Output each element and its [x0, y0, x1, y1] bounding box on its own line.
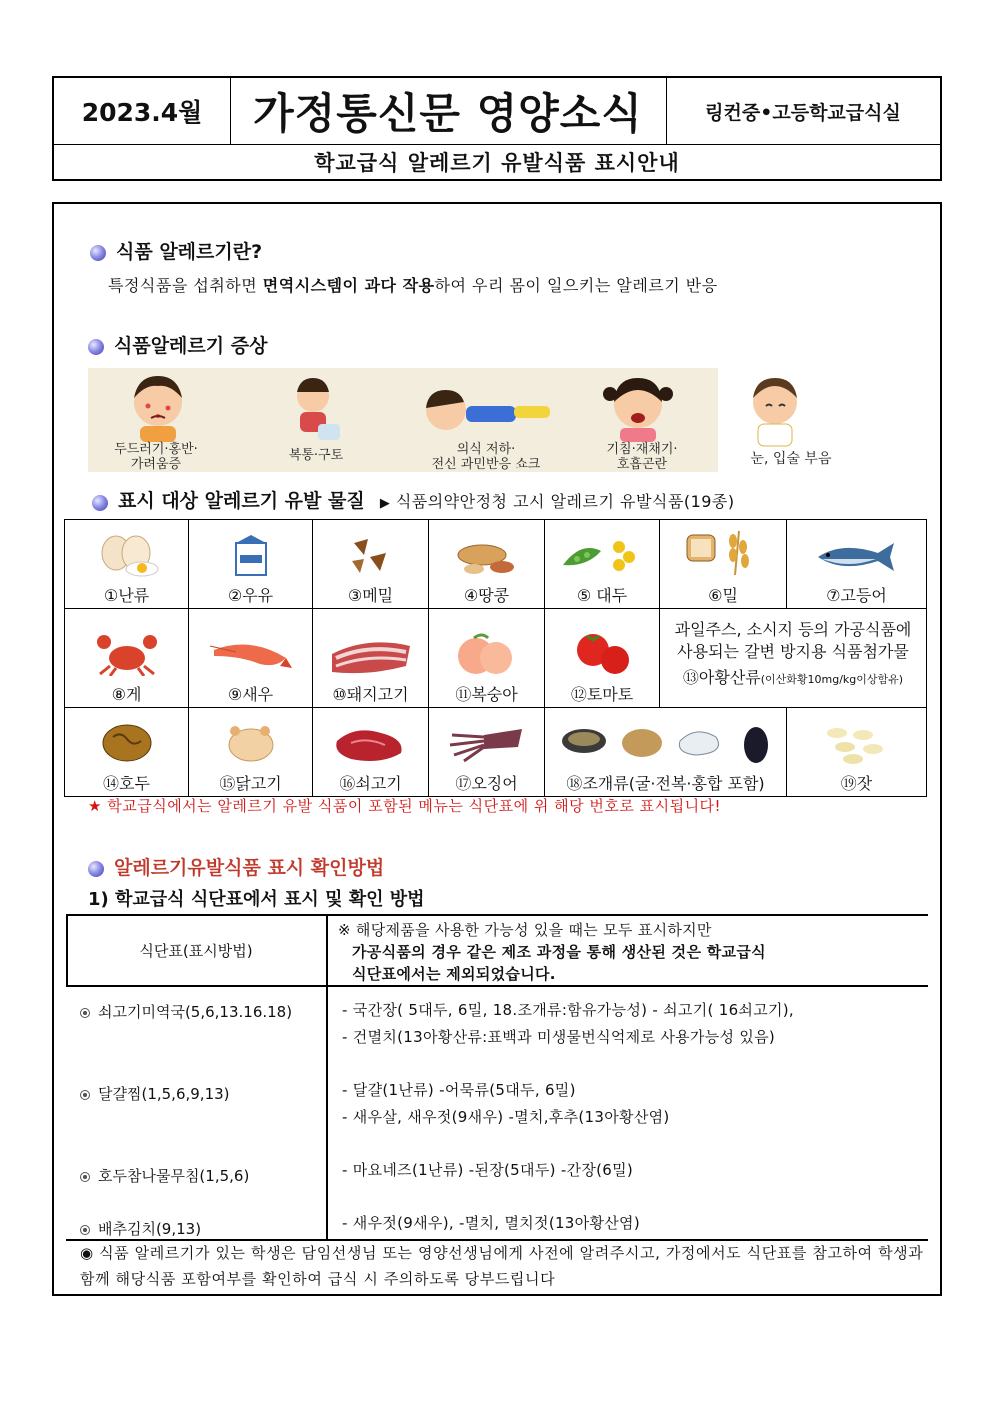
menu-item-name: 쇠고기미역국(5,6,13.16.18) — [98, 1003, 293, 1021]
section-allergy-definition — [90, 237, 262, 264]
star-icon: ★ — [88, 797, 102, 815]
allergen-cell — [787, 520, 927, 609]
allergen-cell — [189, 520, 313, 609]
menu-item — [80, 1165, 249, 1186]
divider — [66, 914, 928, 916]
allergen-cell — [429, 520, 545, 609]
issue-date: 2023.4월 — [54, 78, 231, 144]
bullet-icon — [80, 1172, 90, 1182]
symptom-label: 눈, 입술 부음 — [750, 451, 832, 467]
circle-bullet-icon: ◉ — [80, 1244, 94, 1262]
allergen-cell — [429, 708, 545, 797]
final-notice-text: 식품 알레르기가 있는 학생은 담임선생님 또는 영양선생님에게 사전에 알려주시고, 가정에서도 식단표를 참고하여 학생과 함께 해당식품 포함여부를 확인하여 급식 시 주의하도록 당부드립니다 — [80, 1244, 924, 1288]
walnut-icon — [97, 721, 157, 765]
allergen-label: ⑭호두 — [103, 774, 150, 793]
allergen-cell — [313, 609, 429, 708]
peach-icon — [452, 630, 522, 676]
allergen-label-small: (이산화황10mg/kg이상함유) — [760, 673, 904, 686]
crab-icon — [92, 632, 162, 676]
menu-detail: - 국간장( 5대두, 6밀, 18.조개류:함유가능성) - 쇠고기( 16쇠고기), — [342, 1001, 794, 1019]
allergen-label: ⑮닭고기 — [219, 774, 282, 793]
allergen-cell — [313, 520, 429, 609]
allergen-label: ⑰오징어 — [455, 774, 518, 793]
peanut-icon — [452, 533, 522, 577]
symptom-label: 두드러기·홍반· 가려움증 — [114, 442, 198, 472]
pork-icon — [328, 636, 414, 676]
allergen-label: ⑩돼지고기 — [332, 685, 409, 704]
allergen-label: ⑥밀 — [708, 586, 738, 605]
allergen-label: ⑪복숭아 — [455, 685, 518, 704]
menu-item — [80, 1218, 201, 1239]
allergen-label: ⑧게 — [111, 685, 142, 704]
allergen-label: ⑤ 대두 — [576, 586, 628, 605]
bullet-icon — [92, 495, 108, 511]
beef-icon — [331, 725, 411, 765]
allergen-label: ③메밀 — [347, 586, 394, 605]
bullet-icon — [88, 861, 104, 877]
col-header-menu: 식단표(표시방법) — [139, 942, 253, 960]
subsection-heading: 1) 학교급식 식단표에서 표시 및 확인 방법 — [88, 889, 425, 910]
allergen-cell — [660, 520, 787, 609]
menu-detail: - 마요네즈(1난류) -된장(5대두) -간장(6밀) — [342, 1161, 634, 1179]
section-check-method — [88, 853, 384, 880]
allergen-cell — [65, 609, 189, 708]
allergen-cell-sulfite — [660, 609, 927, 708]
section-symptoms — [88, 331, 267, 358]
sulfite-description: 사용되는 갈변 방지용 식품첨가물 — [677, 642, 909, 661]
allergen-label: ②우유 — [227, 586, 274, 605]
allergen-label: ⑦고등어 — [826, 586, 887, 605]
bullet-icon — [88, 339, 104, 355]
col-header-note: ※ 해당제품을 사용한 가능성 있을 때는 모두 표시하지만 — [338, 921, 712, 939]
menu-detail: - 달걀(1난류) -어묵류(5대두, 6밀) — [342, 1081, 576, 1099]
swollen-eyes-child-icon — [742, 372, 808, 448]
shrimp-icon — [206, 636, 296, 676]
allergen-cell — [65, 520, 189, 609]
allergen-label: ⑯쇠고기 — [339, 774, 402, 793]
divider — [326, 914, 328, 1240]
allergen-cell — [787, 708, 927, 797]
squid-icon — [444, 725, 530, 765]
mackerel-icon — [812, 537, 902, 577]
section-heading: 표시 대상 알레르기 유발 물질 — [118, 490, 365, 512]
menu-detail: - 새우살, 새우젓(9새우) -멸치,후추(13아황산염) — [342, 1108, 670, 1126]
text-part: 하여 우리 몸이 일으키는 알레르기 반응 — [434, 276, 718, 295]
menu-item-name: 배추김치(9,13) — [98, 1220, 202, 1238]
shellfish-icon — [556, 721, 776, 765]
menu-detail: - 건멸치(13아황산류:표백과 미생물번식억제로 사용가능성 있음) — [342, 1028, 776, 1046]
wheat-icon — [683, 527, 763, 577]
menu-item — [80, 1001, 292, 1022]
symptoms-illustration — [88, 368, 718, 472]
arrow-icon: ▶ — [379, 496, 390, 511]
section-heading: 식품알레르기 증상 — [114, 335, 268, 357]
egg-icon — [92, 533, 162, 577]
allergen-cell — [545, 520, 660, 609]
allergen-label: ⑲잣 — [840, 774, 873, 793]
menu-detail: - 새우젓(9새우), -멸치, 멸치젓(13아황산염) — [342, 1214, 640, 1232]
menu-marking-notice — [88, 795, 721, 816]
allergen-label: ⑱조개류(굴·전복·홍합 포함) — [566, 774, 765, 793]
final-notice — [80, 1240, 930, 1292]
school-name: 링컨중•고등학교급식실 — [705, 101, 901, 124]
pine-nut-icon — [817, 721, 897, 765]
section-heading: 알레르기유발식품 표시 확인방법 — [114, 857, 385, 879]
allergen-cell — [429, 609, 545, 708]
allergen-source-note: 식품의약안정청 고시 알레르기 유발식품(19종) — [395, 492, 735, 511]
divider — [66, 985, 928, 987]
header-box — [52, 76, 942, 181]
allergen-cell — [545, 708, 787, 797]
symptom-label: 복통·구토 — [288, 448, 344, 463]
allergen-label: ④땅콩 — [463, 586, 510, 605]
sulfite-description: 과일주스, 소시지 등의 가공식품에 — [674, 620, 912, 639]
allergen-cell — [189, 609, 313, 708]
allergen-cell — [189, 708, 313, 797]
section-allergens — [92, 486, 735, 513]
rash-child-icon — [118, 370, 198, 442]
allergen-cell — [545, 609, 660, 708]
section-heading: 식품 알레르기란? — [116, 241, 263, 263]
allergen-cell — [313, 708, 429, 797]
table-row — [65, 708, 927, 797]
bullet-icon — [90, 245, 106, 261]
buckwheat-icon — [346, 533, 396, 577]
text-part: 특정식품을 섭취하면 — [108, 276, 263, 295]
notice-text: 학교급식에서는 알레르기 유발 식품이 포함된 메뉴는 식단표에 위 해당 번호로 표시됩니다! — [107, 797, 722, 815]
allergy-definition-text — [108, 273, 718, 296]
menu-item — [80, 1083, 230, 1104]
stomachache-child-icon — [278, 374, 348, 444]
soybean-icon — [557, 533, 647, 577]
bullet-icon — [80, 1090, 90, 1100]
table-row — [65, 609, 927, 708]
text-bold: 면역시스템이 과다 작용 — [262, 276, 435, 295]
col-header-note: 가공식품의 경우 같은 제조 과정을 통해 생산된 것은 학교급식 — [352, 943, 766, 961]
table-row — [65, 520, 927, 609]
bullet-icon — [80, 1225, 90, 1235]
allergen-label: ⑬아황산류 — [682, 668, 761, 687]
symptom-label: 의식 저하· 전신 과민반응 쇼크 — [431, 442, 541, 472]
milk-icon — [226, 533, 276, 577]
coughing-child-icon — [598, 372, 678, 442]
fainted-child-icon — [416, 382, 556, 438]
page-title: 가정통신문 영양소식 — [230, 78, 667, 144]
menu-item-name: 달걀찜(1,5,6,9,13) — [98, 1085, 230, 1103]
tomato-icon — [567, 630, 637, 676]
symptom-label: 기침·재채기· 호흡곤란 — [606, 442, 678, 472]
page-subtitle: 학교급식 알레르기 유발식품 표시안내 — [314, 150, 680, 175]
bullet-icon — [80, 1008, 90, 1018]
col-header-note: 식단표에서는 제외되었습니다. — [352, 965, 556, 983]
allergen-table — [64, 519, 927, 797]
allergen-label: ⑨새우 — [227, 685, 274, 704]
allergen-label: ⑫토마토 — [570, 685, 634, 704]
allergen-label: ①난류 — [103, 586, 150, 605]
menu-item-name: 호두참나물무침(1,5,6) — [98, 1167, 250, 1185]
allergen-cell — [65, 708, 189, 797]
chicken-icon — [221, 719, 281, 765]
